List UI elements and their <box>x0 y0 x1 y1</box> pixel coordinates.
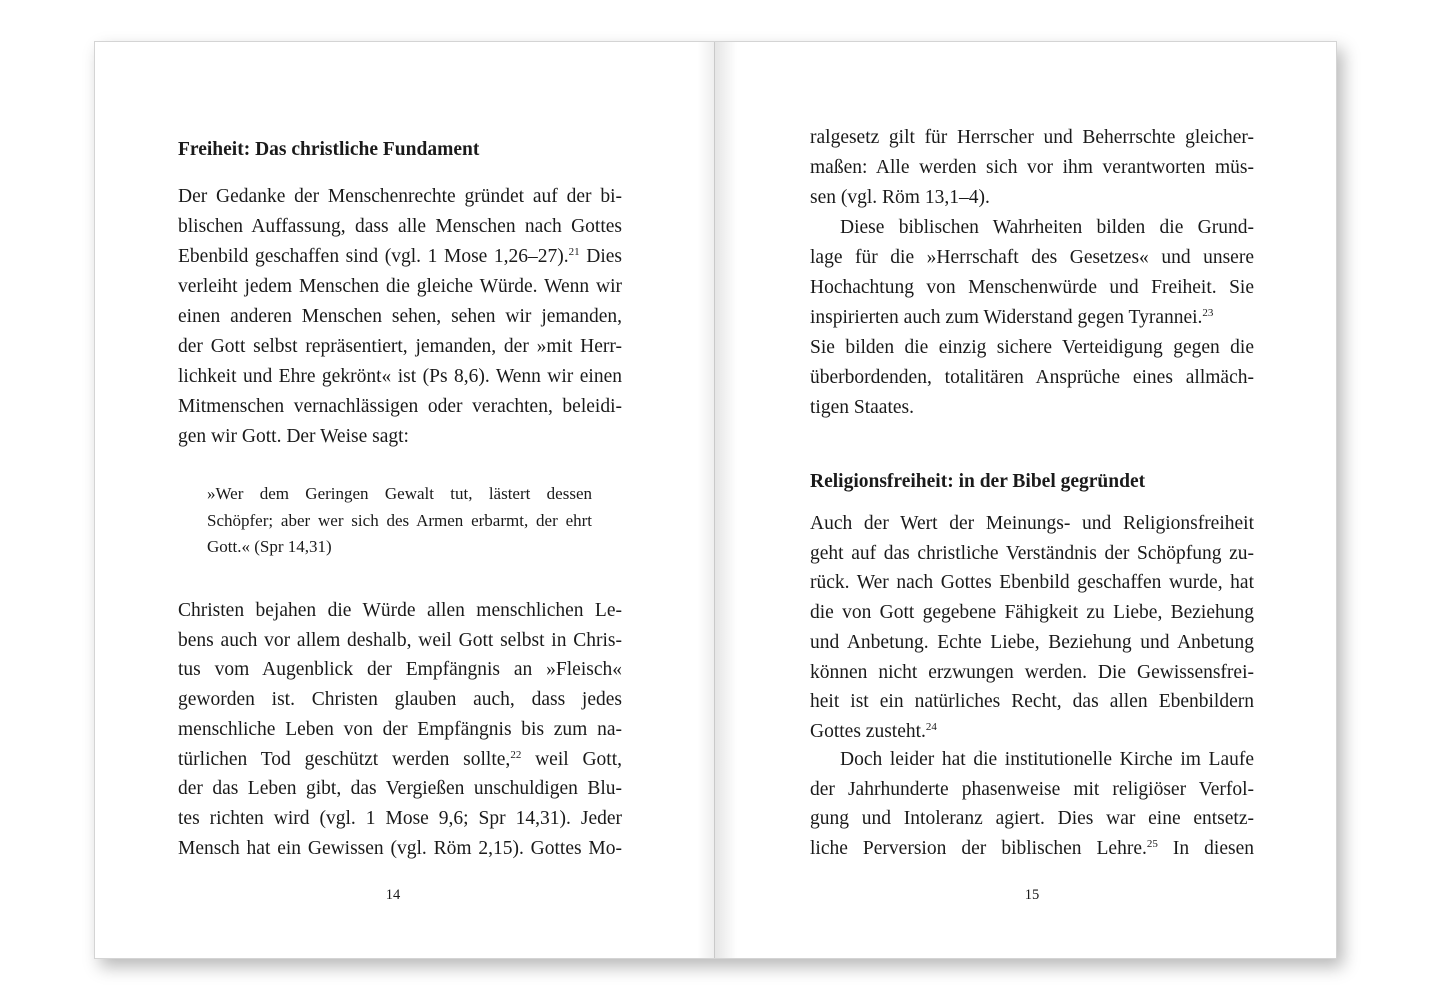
text-line: Gottes zusteht.$^{24}$ <box>810 720 937 742</box>
gutter-shadow <box>715 42 737 958</box>
book-spread <box>94 41 1337 959</box>
text-line: liche Perversion der biblischen Lehre.$^{25}$ In diesen <box>810 838 1255 860</box>
gutter-shadow <box>697 42 715 958</box>
page-number: 15 <box>1024 887 1040 903</box>
text-line: und Anbetung. Echte Liebe, Beziehung und Anbetung <box>810 631 1254 653</box>
text-line: lage für die »Herrschaft des Gesetzes« und unsere <box>810 247 1254 268</box>
text-line: heit ist ein natürliches Recht, das allen Ebenbildern <box>810 691 1254 713</box>
text-line: der das Leben gibt, das Vergießen unschuldigen Blu- <box>178 778 622 800</box>
text-line: türlichen Tod geschützt werden sollte,$^{22}$ weil Gott, <box>178 748 623 770</box>
page-number: 14 <box>385 887 401 903</box>
text-line: Doch leider hat die institutionelle Kirche im Laufe <box>840 749 1254 770</box>
text-line: Der Gedanke der Menschenrechte gründet auf der bi- <box>178 186 622 207</box>
text-line: Diese biblischen Wahrheiten bilden die Grund- <box>840 217 1254 238</box>
text-line: die von Gott gegebene Fähigkeit zu Liebe, Beziehung <box>810 602 1254 624</box>
text-line: Hochachtung von Menschenwürde und Freiheit. Sie <box>810 277 1254 298</box>
text-line: inspirierten auch zum Widerstand gegen Tyrannei.$^{23}$ <box>810 307 1214 328</box>
text-line: menschliche Leben von der Empfängnis bis zum na- <box>178 718 622 740</box>
text-line: tigen Staates. <box>810 397 914 418</box>
footnote-ref: 25 <box>1146 838 1158 851</box>
text-line: tes richten wird (vgl. 1 Mose 9,6; Spr 14,31). Jeder <box>178 807 622 829</box>
text-line: maßen: Alle werden sich vor ihm verantworten müs- <box>810 157 1254 178</box>
footnote-ref: 22 <box>510 748 522 761</box>
text-line: Mensch hat ein Gewissen (vgl. Röm 2,15). Gottes Mo- <box>178 837 622 859</box>
text-line: ralgesetz gilt für Herrscher und Beherrschte gleicher- <box>810 127 1254 148</box>
text-line: bens auch vor allem deshalb, weil Gott selbst in Chris- <box>178 629 622 651</box>
text-line: einen anderen Menschen sehen, sehen wir jemanden, <box>178 306 622 327</box>
section-heading: Religionsfreiheit: in der Bibel gegründet <box>810 471 1146 492</box>
text-line: Ebenbild geschaffen sind (vgl. 1 Mose 1,26–27).$^{21}$ Dies <box>178 246 622 267</box>
quote-line: Schöpfer; aber wer sich des Armen erbarmt, der ehrt <box>207 510 592 530</box>
text-line: lichkeit und Ehre gekrönt« ist (Ps 8,6). Wenn wir einen <box>178 366 622 387</box>
text-line: gung und Intoleranz agiert. Dies war eine entsetz- <box>810 808 1254 830</box>
text-line: Sie bilden die einzig sichere Verteidigung gegen die <box>810 337 1254 358</box>
text-line: geworden ist. Christen glauben auch, dass jedes <box>178 689 622 711</box>
right-page <box>715 42 1336 958</box>
text-line: der Jahrhunderte phasenweise mit religiöser Verfol- <box>810 778 1254 800</box>
section-heading: Freiheit: Das christliche Fundament <box>178 139 480 160</box>
text-line: rück. Wer nach Gottes Ebenbild geschaffen wurde, hat <box>810 572 1254 594</box>
text-line: können nicht erzwungen werden. Die Gewissensfrei- <box>810 661 1254 683</box>
footnote-ref: 21 <box>568 246 580 258</box>
text-line: verleiht jedem Menschen die gleiche Würde. Wenn wir <box>178 276 622 297</box>
text-line: geht auf das christliche Verständnis der Schöpfung zu- <box>810 542 1254 564</box>
text-line: blischen Auffassung, dass alle Menschen nach Gottes <box>178 216 622 237</box>
text-line: sen (vgl. Röm 13,1–4). <box>810 187 990 208</box>
quote-line: Gott.« (Spr 14,31) <box>207 537 332 556</box>
text-line: der Gott selbst repräsentiert, jemanden, der »mit Herr- <box>178 336 622 357</box>
text-line: Mitmenschen vernachlässigen oder verachten, beleidi- <box>178 396 622 417</box>
quote-line: »Wer dem Geringen Gewalt tut, lästert dessen <box>207 484 592 503</box>
footnote-ref: 24 <box>925 720 937 733</box>
text-line: gen wir Gott. Der Weise sagt: <box>178 426 409 447</box>
text-line: tus vom Augenblick der Empfängnis an »Fleisch« <box>178 659 622 681</box>
text-line: Auch der Wert der Meinungs- und Religionsfreiheit <box>810 513 1254 534</box>
text-line: überbordenden, totalitären Ansprüche eines allmäch- <box>810 367 1254 388</box>
text-line: Christen bejahen die Würde allen menschlichen Le- <box>178 600 622 621</box>
footnote-ref: 23 <box>1202 307 1214 319</box>
left-page <box>95 42 715 958</box>
